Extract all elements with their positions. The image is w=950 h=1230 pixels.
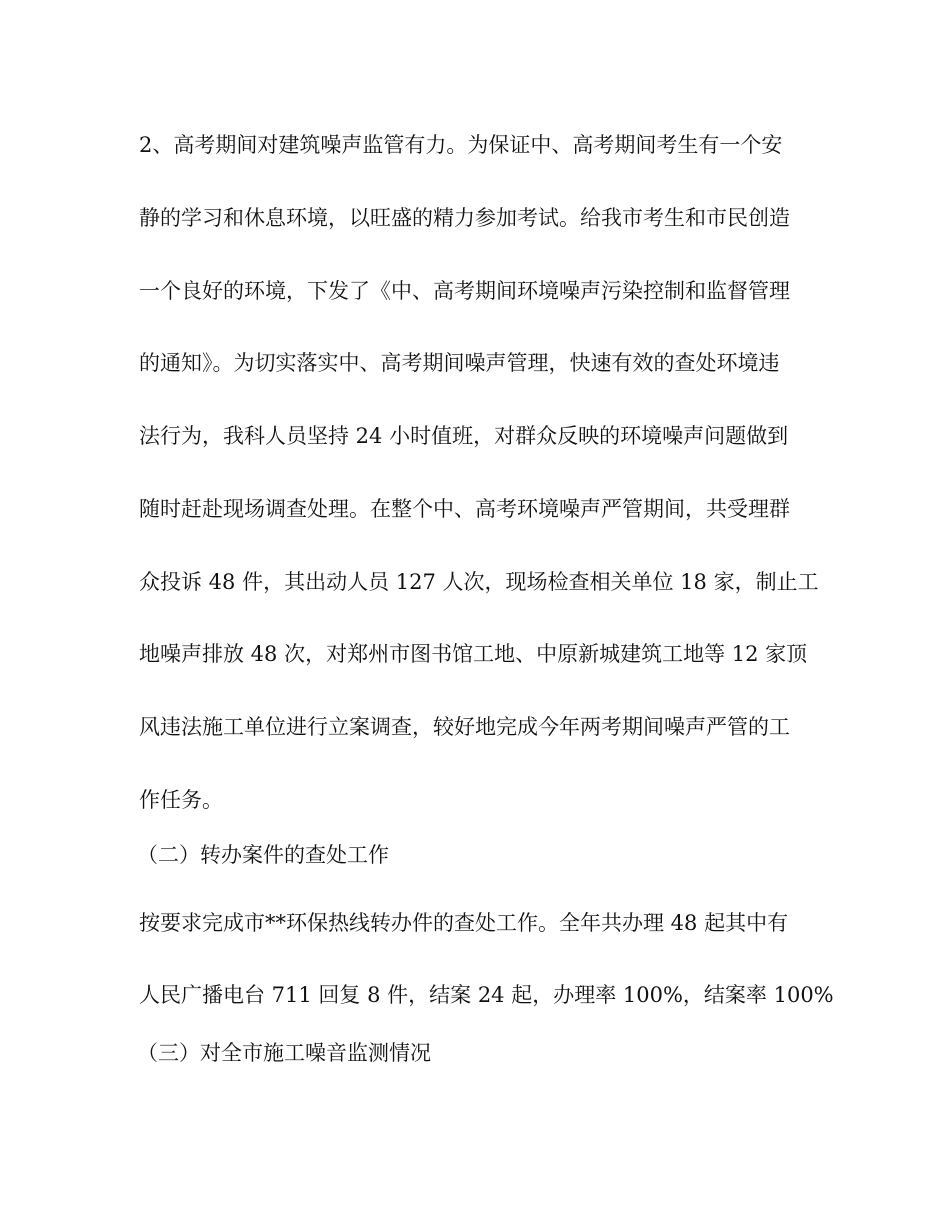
paragraph-line: 随时赶赴现场调查处理。在整个中、高考环境噪声严管期间，共受理群 — [139, 497, 790, 521]
paragraph-line: 风违法施工单位进行立案调查，较好地完成今年两考期间噪声严管的工 — [139, 715, 790, 739]
paragraph-line: 人民广播电台 711 回复 8 件，结案 24 起，办理率 100%，结案率 100% — [139, 983, 834, 1007]
paragraph-line: 按要求完成市**环保热线转办件的查处工作。全年共办理 48 起其中有 — [139, 911, 789, 935]
paragraph-line: 法行为，我科人员坚持 24 小时值班，对群众反映的环境噪声问题做到 — [139, 424, 789, 448]
paragraph-line: 静的学习和休息环境，以旺盛的精力参加考试。给我市考生和市民创造 — [139, 206, 790, 230]
paragraph-line: 2、高考期间对建筑噪声监管有力。为保证中、高考期间考生有一个安 — [139, 133, 783, 157]
paragraph-line: 的通知》。为切实落实中、高考期间噪声管理，快速有效的查处环境违 — [139, 351, 780, 375]
section-heading: （二）转办案件的查处工作 — [137, 843, 389, 867]
paragraph-line: 众投诉 48 件，其出动人员 127 人次，现场检查相关单位 18 家，制止工 — [139, 570, 819, 594]
paragraph-line: 一个良好的环境，下发了《中、高考期间环境噪声污染控制和监督管理 — [139, 279, 790, 303]
paragraph-line: 地噪声排放 48 次，对郑州市图书馆工地、中原新城建筑工地等 12 家顶 — [139, 642, 808, 666]
section-heading: （三）对全市施工噪音监测情况 — [137, 1041, 431, 1065]
paragraph-line: 作任务。 — [139, 788, 223, 812]
